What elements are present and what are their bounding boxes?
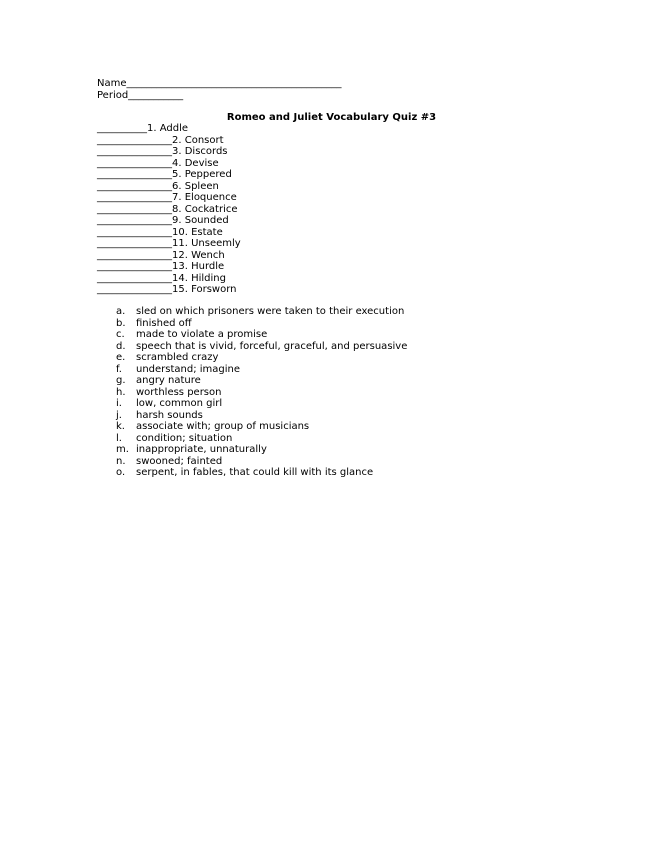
definition-item	[116, 410, 407, 422]
definition-letter: c.	[116, 329, 125, 340]
term-item	[97, 261, 241, 273]
definition-text: finished off	[136, 317, 192, 329]
period-line: Period___________	[97, 90, 184, 101]
answer-blank: _______________	[97, 284, 172, 295]
term-label: 15. Forsworn	[172, 284, 237, 295]
definition-text: swooned; fainted	[136, 455, 223, 467]
definition-letter: m.	[116, 444, 129, 455]
answer-blank: _______________	[97, 249, 172, 261]
term-label: 3. Discords	[172, 146, 228, 157]
term-item	[97, 123, 241, 135]
term-label: 10. Estate	[172, 226, 223, 238]
term-label: 6. Spleen	[172, 180, 219, 192]
term-label: 4. Devise	[172, 157, 219, 169]
definition-item	[116, 306, 407, 318]
answer-blank: _______________	[97, 238, 172, 249]
term-item	[97, 250, 241, 262]
definition-text: inappropriate, unnaturally	[136, 444, 267, 455]
term-label: 1. Addle	[147, 123, 189, 134]
definition-letter: e.	[116, 352, 126, 363]
answer-blank: __________	[97, 123, 147, 134]
answer-blank: _______________	[97, 169, 172, 180]
definition-text: sled on which prisoners were taken to their execution	[136, 306, 405, 317]
definition-text: associate with; group of musicians	[136, 421, 310, 432]
term-label: 11. Unseemly	[172, 238, 241, 249]
term-item	[97, 284, 241, 296]
definition-letter: j.	[116, 409, 122, 421]
name-line: Name___________________________________________	[97, 78, 342, 89]
term-item	[97, 192, 241, 204]
definition-letter: o.	[116, 467, 126, 478]
term-item	[97, 158, 241, 170]
answer-blank: _______________	[97, 215, 172, 226]
term-item	[97, 227, 241, 239]
answer-blank: _______________	[97, 134, 172, 146]
definition-item	[116, 433, 407, 445]
definition-letter: a.	[116, 306, 126, 317]
definition-text: serpent, in fables, that could kill with its glance	[136, 467, 374, 478]
term-label: 14. Hilding	[172, 272, 226, 284]
definition-item	[116, 329, 407, 341]
definition-letter: f.	[116, 363, 122, 375]
term-label: 7. Eloquence	[172, 192, 237, 203]
term-label: 9. Sounded	[172, 215, 229, 226]
answer-blank: _______________	[97, 203, 172, 215]
term-label: 12. Wench	[172, 249, 225, 261]
answer-blank: _______________	[97, 180, 172, 192]
definition-list	[116, 306, 407, 479]
definition-letter: d.	[116, 340, 126, 352]
definition-text: understand; imagine	[136, 363, 241, 375]
definition-letter: b.	[116, 317, 126, 329]
definition-item	[116, 352, 407, 364]
term-item	[97, 273, 241, 285]
definition-letter: k.	[116, 421, 125, 432]
answer-blank: _______________	[97, 272, 172, 284]
definition-text: angry nature	[136, 375, 201, 386]
term-label: 5. Peppered	[172, 169, 232, 180]
definition-item	[116, 341, 407, 353]
definition-item	[116, 421, 407, 433]
answer-blank: _______________	[97, 157, 172, 169]
student-info-header	[97, 78, 342, 102]
definition-text: made to violate a promise	[136, 329, 268, 340]
answer-blank: _______________	[97, 146, 172, 157]
term-item	[97, 215, 241, 227]
definition-letter: n.	[116, 455, 126, 467]
definition-letter: i.	[116, 398, 122, 409]
term-item	[97, 181, 241, 193]
definition-text: worthless person	[136, 386, 222, 398]
definition-item	[116, 444, 407, 456]
definition-text: speech that is vivid, forceful, graceful, and persuasive	[136, 340, 408, 352]
definition-item	[116, 398, 407, 410]
answer-blank: _______________	[97, 192, 172, 203]
term-label: 13. Hurdle	[172, 261, 225, 272]
answer-blank: _______________	[97, 261, 172, 272]
definition-letter: g.	[116, 375, 126, 386]
term-item	[97, 146, 241, 158]
definition-item	[116, 364, 407, 376]
definition-text: condition; situation	[136, 432, 233, 444]
quiz-title: Romeo and Juliet Vocabulary Quiz #3	[226, 112, 437, 123]
term-item	[97, 169, 241, 181]
definition-letter: h.	[116, 386, 126, 398]
term-label: 8. Cockatrice	[172, 203, 238, 215]
definition-text: harsh sounds	[136, 409, 203, 421]
definition-item	[116, 456, 407, 468]
definition-item	[116, 318, 407, 330]
definition-text: scrambled crazy	[136, 352, 219, 363]
term-label: 2. Consort	[172, 134, 224, 146]
definition-item	[116, 387, 407, 399]
term-list	[97, 123, 241, 296]
definition-item	[116, 375, 407, 387]
definition-item	[116, 467, 407, 479]
term-item	[97, 238, 241, 250]
term-item	[97, 204, 241, 216]
definition-text: low, common girl	[136, 398, 223, 409]
definition-letter: l.	[116, 432, 122, 444]
answer-blank: _______________	[97, 226, 172, 238]
term-item	[97, 135, 241, 147]
